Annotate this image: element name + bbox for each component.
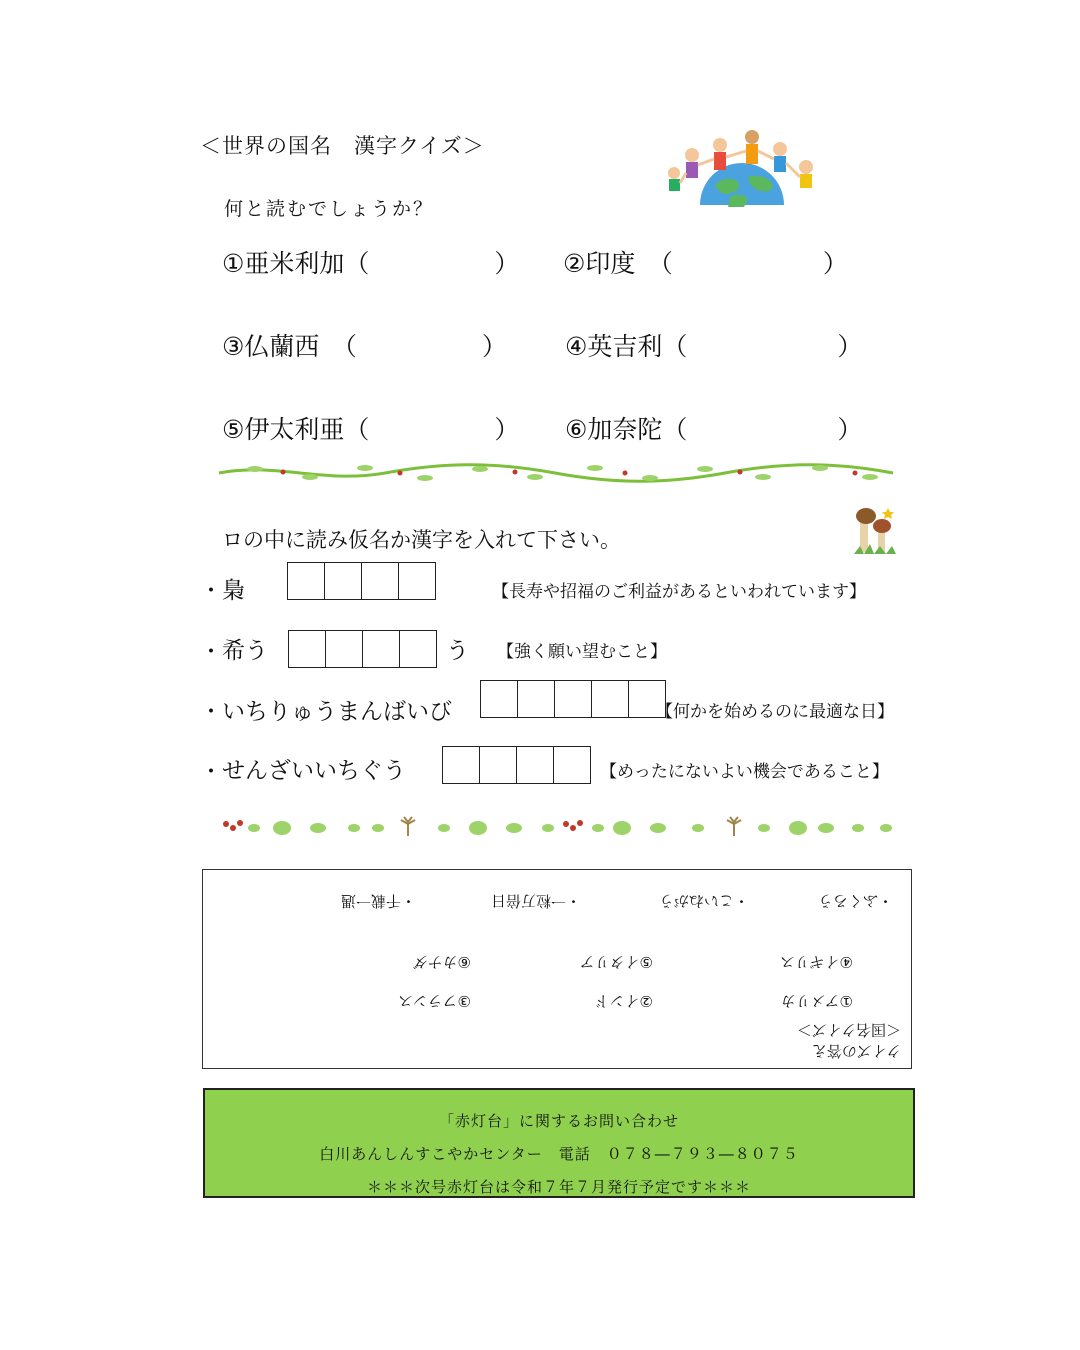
answer-box[interactable] [363,631,400,667]
bullet: ・ [200,579,223,604]
kanji-question-5: ⑤伊太利亜（ ） [222,415,520,444]
bullet: ・ [200,760,223,785]
fill-row-1-boxes[interactable] [287,562,436,600]
answer-box[interactable] [288,563,325,599]
kanji-question-4: ④英吉利（ ） [565,332,863,361]
answer-box[interactable] [400,631,436,667]
answer-heading: クイズの答え [811,1042,901,1060]
fill-instruction: ロの中に読み仮名か漢字を入れて下さい。 [222,528,621,552]
leaf-divider-bottom [218,814,900,842]
answer-country-5: ⑤イタリア [579,953,653,971]
answer-box[interactable] [592,681,629,717]
answer-box[interactable] [481,681,518,717]
fill-row-2-prefix: 希う [222,638,268,664]
fill-row-1-prefix: 梟 [222,578,245,604]
answer-box[interactable] [555,681,592,717]
answer-fill-4: ・千載一遇 [340,892,416,910]
answer-box[interactable] [517,747,554,783]
fill-row-3-prefix: いちりゅうまんばいび [222,699,452,725]
contact-line-1: 「赤灯台」に関するお問い合わせ [438,1112,679,1130]
answer-box[interactable] [325,563,362,599]
kanji-question-1: ①亜米利加（ ） [222,249,520,278]
fill-row-2-boxes[interactable] [288,630,437,668]
answer-key-box [202,869,912,1069]
children-globe-illustration [660,125,820,207]
fill-row-4-hint: 【めったにないよい機会であること】 [600,762,889,782]
kanji-question-3: ③仏蘭西 （ ） [222,332,507,361]
mushroom-illustration [852,502,898,560]
bullet: ・ [200,700,223,725]
contact-line-3: ＊＊＊次号赤灯台は令和７年７月発行予定です＊＊＊ [366,1178,751,1196]
answer-box[interactable] [399,563,435,599]
answer-fill-2: ・こいねがう [658,892,749,910]
answer-country-3: ③フランス [398,992,471,1010]
answer-fill-1: ・ふくろう [817,892,893,910]
answer-box[interactable] [518,681,555,717]
answer-fill-3: ・一粒万倍日 [490,892,581,910]
bullet: ・ [200,640,223,665]
fill-row-2-hint: 【強く願い望むこと】 [497,642,667,662]
fill-row-3-boxes[interactable] [480,680,666,718]
answer-box[interactable] [362,563,399,599]
answer-box[interactable] [554,747,590,783]
fill-row-3-hint: 【何かを始めるのに最適な日】 [656,702,894,722]
contact-line-2: 白川あんしんすこやかセンター 電話 ０７８―７９３―８０７５ [319,1145,799,1163]
vine-divider-top [215,460,897,486]
quiz-intro: 何と読むでしょうか？ [224,198,435,220]
answer-country-4: ④イギリス [779,953,853,971]
fill-row-1-hint: 【長寿や招福のご利益があるといわれています】 [492,582,866,602]
page-title: ＜世界の国名 漢字クイズ＞ [200,134,485,158]
answer-box[interactable] [326,631,363,667]
fill-row-4-boxes[interactable] [442,746,591,784]
answer-country-1: ①アメリカ [780,992,853,1010]
answer-box[interactable] [480,747,517,783]
contact-box [203,1088,915,1198]
answer-country-6: ⑥カナダ [413,953,471,971]
fill-row-2-suffix: う [446,638,469,664]
answer-key-rotated [203,870,911,1068]
kanji-question-6: ⑥加奈陀（ ） [565,415,863,444]
kanji-question-2: ②印度 （ ） [563,249,848,278]
fill-row-4-prefix: せんざいいちぐう [222,758,406,784]
answer-country-2: ②インド [594,992,653,1010]
answer-box[interactable] [289,631,326,667]
answer-box[interactable] [443,747,480,783]
answer-subheading: ＜国名クイズ＞ [796,1021,901,1039]
